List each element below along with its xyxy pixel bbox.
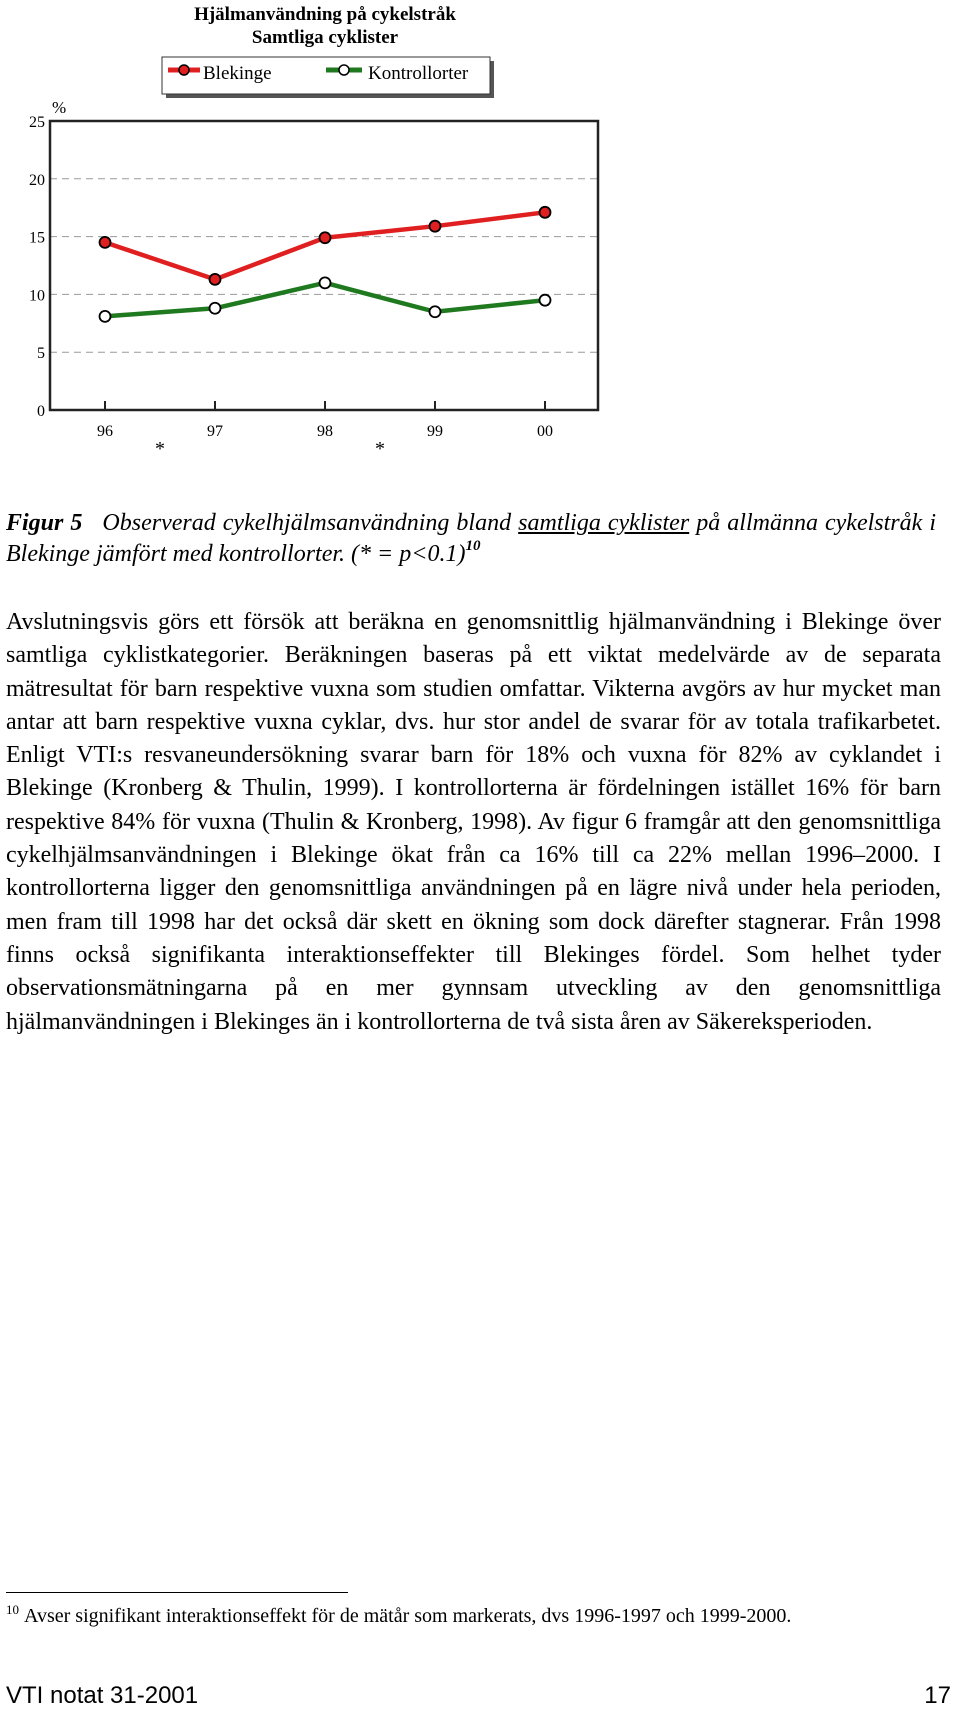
data-point-blekinge [210,274,221,285]
x-axis-ticks [97,401,553,440]
footer-page-number: 17 [924,1682,951,1709]
x-tick-label: 97 [207,423,223,440]
footnote-text: Avser signifikant interaktionseffekt för de mätår som markerats, dvs 1996-1997 och 1999-2000. [24,1605,792,1627]
caption-footnote-ref: 10 [465,538,481,554]
footer-document-id: VTI notat 31-2001 [6,1682,199,1709]
significance-markers [155,438,385,460]
data-point-blekinge [540,207,551,218]
figure-label: Figur 5 [6,510,83,536]
significance-asterisk: * [375,438,385,460]
x-tick-label: 99 [427,423,443,440]
x-tick-label: 00 [537,423,553,440]
y-tick-label: 0 [37,403,45,420]
caption-underlined-text: samtliga cyklister [518,510,690,536]
chart-subtitle: Samtliga cyklister [251,27,399,48]
data-point-kontrollorter [320,277,331,288]
chart-title: Hjälmanvändning på cykelstråk [194,4,456,25]
legend-marker-kontrollorter [339,65,349,75]
significance-asterisk: * [155,438,165,460]
grid-lines [50,179,598,352]
legend-marker-blekinge [179,65,189,75]
series-line-blekinge [105,212,545,279]
figure-caption [6,508,936,570]
x-tick-label: 98 [317,423,333,440]
chart-legend [162,57,494,98]
y-tick-label: 10 [29,287,45,305]
x-tick-label: 96 [97,423,113,440]
y-axis-ticks [29,114,45,420]
data-point-kontrollorter [430,306,441,317]
data-series [100,207,551,322]
footnote-number: 10 [6,1602,19,1617]
legend-label-blekinge: Blekinge [203,63,272,84]
data-point-blekinge [320,232,331,243]
legend-label-kontrollorter: Kontrollorter [368,63,469,84]
y-tick-label: 20 [29,171,45,189]
y-tick-label: 15 [29,229,45,247]
data-point-kontrollorter [540,295,551,306]
body-paragraph: Avslutningsvis görs ett försök att beräkna en genomsnittlig hjälmanvändning i Blekinge över samtliga cyklistkategorier. Beräkningen baseras på ett viktat medelvärde av de separata mätresultat för barn respektive vuxna som studien omfattar. Vikterna avgörs av hur mycket man antar att barn respektive vuxna cyklar, dvs. hur stor andel de svarar för av totala trafikarbetet. Enligt VTI:s resvaneundersökning svarar barn för 18% och vuxna för 82% av cyklandet i Blekinge (Kronberg & Thulin, 1999). I kontrollorterna är fördelningen istället 16% för barn respektive 84% för vuxna (Thulin & Kronberg, 1998). Av figur 6 framgår att den genomsnittliga cykelhjälmsanvändningen i Blekinge ökat från ca 16% till ca 22% mellan 1996–2000. I kontrollorterna ligger den genomsnittliga användningen på en lägre nivå under hela perioden, men fram till 1998 har det också där skett en ökning som dock därefter stagnerar. Från 1998 finns också signifikanta interaktionseffekter till Blekinges fördel. Som helhet tyder observationsmätningarna på en mer gynnsam utveckling av den genomsnittliga hjälmanvändningen i Blekinges än i kontrollorterna de två sista åren av Säkereksperioden. [6,609,941,1035]
y-tick-label: 5 [37,345,45,363]
data-point-kontrollorter [210,303,221,314]
footnote [6,1603,951,1629]
footnote-divider [6,1592,348,1593]
page-footer [6,1682,951,1712]
data-point-blekinge [430,221,441,232]
helmet-usage-chart [0,0,960,470]
caption-text-before: Observerad cykelhjälmsanvändning bland [102,510,519,536]
plot-area-frame [50,121,598,410]
data-point-kontrollorter [100,311,111,322]
y-tick-label: 25 [29,114,45,131]
y-axis-unit-label: % [52,98,67,117]
data-point-blekinge [100,237,111,248]
caption-text-after: på allmänna cykelstråk i Blekinge jämfört med kontrollorter. (* = p<0.1) [6,510,936,567]
